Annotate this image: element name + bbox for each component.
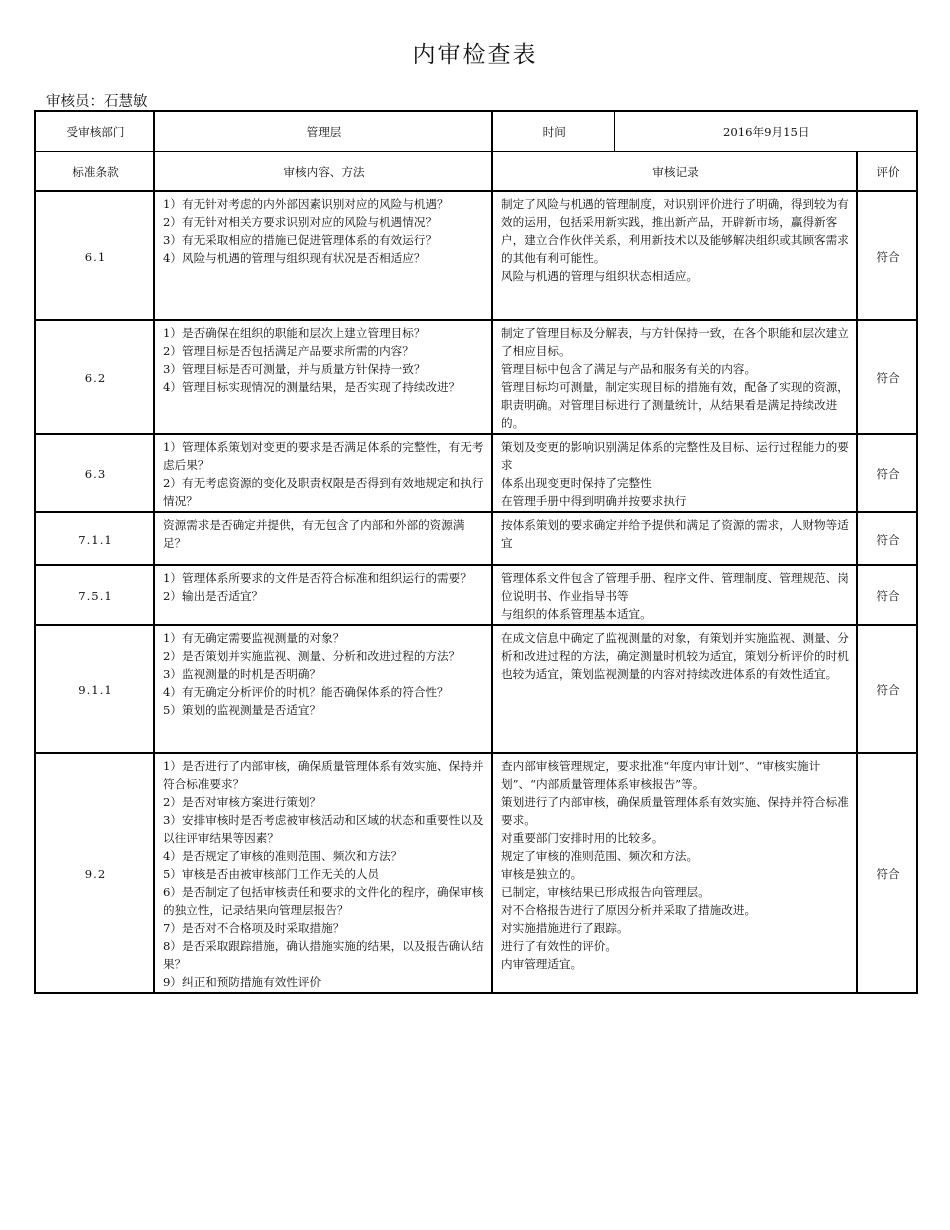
audit-question: 1）管理体系所要求的文件是否符合标准和组织运行的需要？ xyxy=(163,571,472,585)
audit-content-cell xyxy=(154,565,492,625)
audit-record-line: 进行了有效性的评价。 xyxy=(501,939,617,953)
audit-content-cell xyxy=(154,512,492,565)
dept-label: 受审核部门 xyxy=(35,111,154,151)
audit-question: 2）有无考虑资源的变化及职责权限是否得到有效地规定和执行情况？ xyxy=(163,476,484,508)
clause-number: 9.2 xyxy=(35,753,154,993)
audit-question: 2）有无针对相关方要求识别对应的风险与机遇情况？ xyxy=(163,215,438,229)
audit-record-line: 内审管理适宜。 xyxy=(501,957,583,971)
column-header-clause: 标准条款 xyxy=(35,151,154,191)
audit-content-cell xyxy=(154,191,492,320)
audit-question: 4）是否规定了审核的准则范围、频次和方法？ xyxy=(163,849,403,863)
audit-content-cell xyxy=(154,320,492,434)
checklist-row xyxy=(35,191,917,320)
auditor-line: 审核员：石慧敏 xyxy=(46,94,148,110)
audit-question: 1）是否确保在组织的职能和层次上建立管理目标？ xyxy=(163,326,426,340)
checklist-row xyxy=(35,565,917,625)
clause-number: 7.5.1 xyxy=(35,565,154,625)
verdict-cell: 符合 xyxy=(857,320,917,434)
audit-question: 3）管理目标是否可测量，并与质量方针保持一致？ xyxy=(163,362,426,376)
verdict-cell: 符合 xyxy=(857,625,917,753)
audit-question: 9）纠正和预防措施有效性评价 xyxy=(163,975,322,989)
verdict-cell: 符合 xyxy=(857,191,917,320)
clause-number: 9.1.1 xyxy=(35,625,154,753)
audit-record-line: 在管理手册中得到明确并按要求执行 xyxy=(501,494,687,508)
audit-record-line: 制定了风险与机遇的管理制度，对识别评价进行了明确，得到较为有效的运用，包括采用新实践，推出新产品，开辟新市场，赢得新客户，建立合作伙伴关系，利用新技术以及能够解决组织或其顾客需求的其他有利可能性。 xyxy=(501,197,849,265)
audit-record-line: 对实施措施进行了跟踪。 xyxy=(501,921,629,935)
audit-record-cell xyxy=(492,191,857,320)
checklist-row xyxy=(35,753,917,993)
audit-question: 4）管理目标实现情况的测量结果，是否实现了持续改进？ xyxy=(163,380,461,394)
column-header-verdict: 评价 xyxy=(857,151,917,191)
audit-record-line: 制定了管理目标及分解表，与方针保持一致，在各个职能和层次建立了相应目标。 xyxy=(501,326,849,358)
audit-record-line: 体系出现变更时保持了完整性 xyxy=(501,476,652,490)
audit-record-cell xyxy=(492,565,857,625)
clause-number: 6.2 xyxy=(35,320,154,434)
dept-value: 管理层 xyxy=(154,111,492,151)
audit-record-line: 管理体系文件包含了管理手册、程序文件、管理制度、管理规范、岗位说明书、作业指导书等 xyxy=(501,571,849,603)
audit-question: 3）有无采取相应的措施已促进管理体系的有效运行？ xyxy=(163,233,438,247)
audit-record-line: 对重要部门安排时用的比较多。 xyxy=(501,831,664,845)
audit-content-cell xyxy=(154,625,492,753)
audit-record-line: 审核是独立的。 xyxy=(501,867,583,881)
audit-question: 4）有无确定分析评价的时机？能否确保体系的符合性？ xyxy=(163,685,449,699)
verdict-cell: 符合 xyxy=(857,565,917,625)
audit-question: 2）输出是否适宜？ xyxy=(163,589,264,603)
audit-record-line: 管理目标中包含了满足与产品和服务有关的内容。 xyxy=(501,362,757,376)
checklist-row xyxy=(35,320,917,434)
verdict-cell: 符合 xyxy=(857,512,917,565)
checklist-row xyxy=(35,434,917,512)
audit-record-line: 策划及变更的影响识别满足体系的完整性及目标、运行过程能力的要求 xyxy=(501,440,849,472)
clause-number: 6.1 xyxy=(35,191,154,320)
audit-record-line: 对不合格报告进行了原因分析并采取了措施改进。 xyxy=(501,903,757,917)
audit-checklist-table xyxy=(34,110,918,994)
audit-question: 1）管理体系策划对变更的要求是否满足体系的完整性，有无考虑后果？ xyxy=(163,440,484,472)
audit-question: 1）有无确定需要监视测量的对象？ xyxy=(163,631,345,645)
audit-question: 7）是否对不合格项及时采取措施？ xyxy=(163,921,345,935)
column-header-content: 审核内容、方法 xyxy=(154,151,492,191)
audit-record-line: 在成文信息中确定了监视测量的对象，有策划并实施监视、测量、分析和改进过程的方法，确定测量时机较为适宜，策划分析评价的时机也较为适宜，策划监视测量的内容对持续改进体系的有效性适宜。 xyxy=(501,631,849,681)
audit-question: 3）安排审核时是否考虑被审核活动和区域的状态和重要性以及以往评审结果等因素？ xyxy=(163,813,484,845)
audit-question: 2）管理目标是否包括满足产品要求所需的内容？ xyxy=(163,344,414,358)
audit-record-cell xyxy=(492,434,857,512)
audit-question: 8）是否采取跟踪措施，确认措施实施的结果，以及报告确认结果？ xyxy=(163,939,484,971)
audit-question: 5）审核是否由被审核部门工作无关的人员 xyxy=(163,867,380,881)
audit-record-cell xyxy=(492,320,857,434)
audit-record-line: 风险与机遇的管理与组织状态相适应。 xyxy=(501,269,699,283)
audit-content-cell xyxy=(154,753,492,993)
audit-question: 2）是否策划并实施监视、测量、分析和改进过程的方法？ xyxy=(163,649,461,663)
audit-record-cell xyxy=(492,512,857,565)
column-header-record: 审核记录 xyxy=(492,151,857,191)
audit-record-line: 查内部审核管理规定，要求批准“年度内审计划”、“审核实施计划”、“内部质量管理体系审核报告”等。 xyxy=(501,759,821,791)
audit-question: 1）有无针对考虑的内外部因素识别对应的风险与机遇？ xyxy=(163,197,449,211)
column-header-row xyxy=(35,151,917,191)
audit-content-cell xyxy=(154,434,492,512)
audit-record-line: 与组织的体系管理基本适宜。 xyxy=(501,607,652,621)
checklist-row xyxy=(35,625,917,753)
clause-number: 6.3 xyxy=(35,434,154,512)
audit-question: 2）是否对审核方案进行策划？ xyxy=(163,795,322,809)
audit-record-cell xyxy=(492,625,857,753)
audit-question: 4）风险与机遇的管理与组织现有状况是否相适应？ xyxy=(163,251,426,265)
verdict-cell: 符合 xyxy=(857,753,917,993)
audit-question: 5）策划的监视测量是否适宜？ xyxy=(163,703,322,717)
audit-question: 3）监视测量的时机是否明确？ xyxy=(163,667,322,681)
audit-record-line: 已制定，审核结果已形成报告向管理层。 xyxy=(501,885,710,899)
audit-record-line: 管理目标均可测量，制定实现目标的措施有效，配备了实现的资源，职责明确。对管理目标进行了测量统计，从结果看是满足持续改进的。 xyxy=(501,380,849,430)
audit-record-line: 规定了审核的准则范围、频次和方法。 xyxy=(501,849,699,863)
audit-record-line: 策划进行了内部审核，确保质量管理体系有效实施、保持并符合标准要求。 xyxy=(501,795,849,827)
document-title: 内审检查表 xyxy=(412,42,538,68)
audit-question: 1）是否进行了内部审核，确保质量管理体系有效实施、保持并符合标准要求？ xyxy=(163,759,484,791)
audit-record-cell xyxy=(492,753,857,993)
checklist-row xyxy=(35,512,917,565)
audit-question: 6）是否制定了包括审核责任和要求的文件化的程序，确保审核的独立性，记录结果向管理层报告？ xyxy=(163,885,484,917)
clause-number: 7.1.1 xyxy=(35,512,154,565)
header-row-department xyxy=(35,111,917,151)
audit-record-line: 按体系策划的要求确定并给予提供和满足了资源的需求，人财物等适宜 xyxy=(501,518,849,550)
time-label: 时间 xyxy=(492,111,614,151)
time-value: 2016年9月15日 xyxy=(614,111,917,151)
audit-question: 资源需求是否确定并提供，有无包含了内部和外部的资源满足？ xyxy=(163,518,465,550)
verdict-cell: 符合 xyxy=(857,434,917,512)
